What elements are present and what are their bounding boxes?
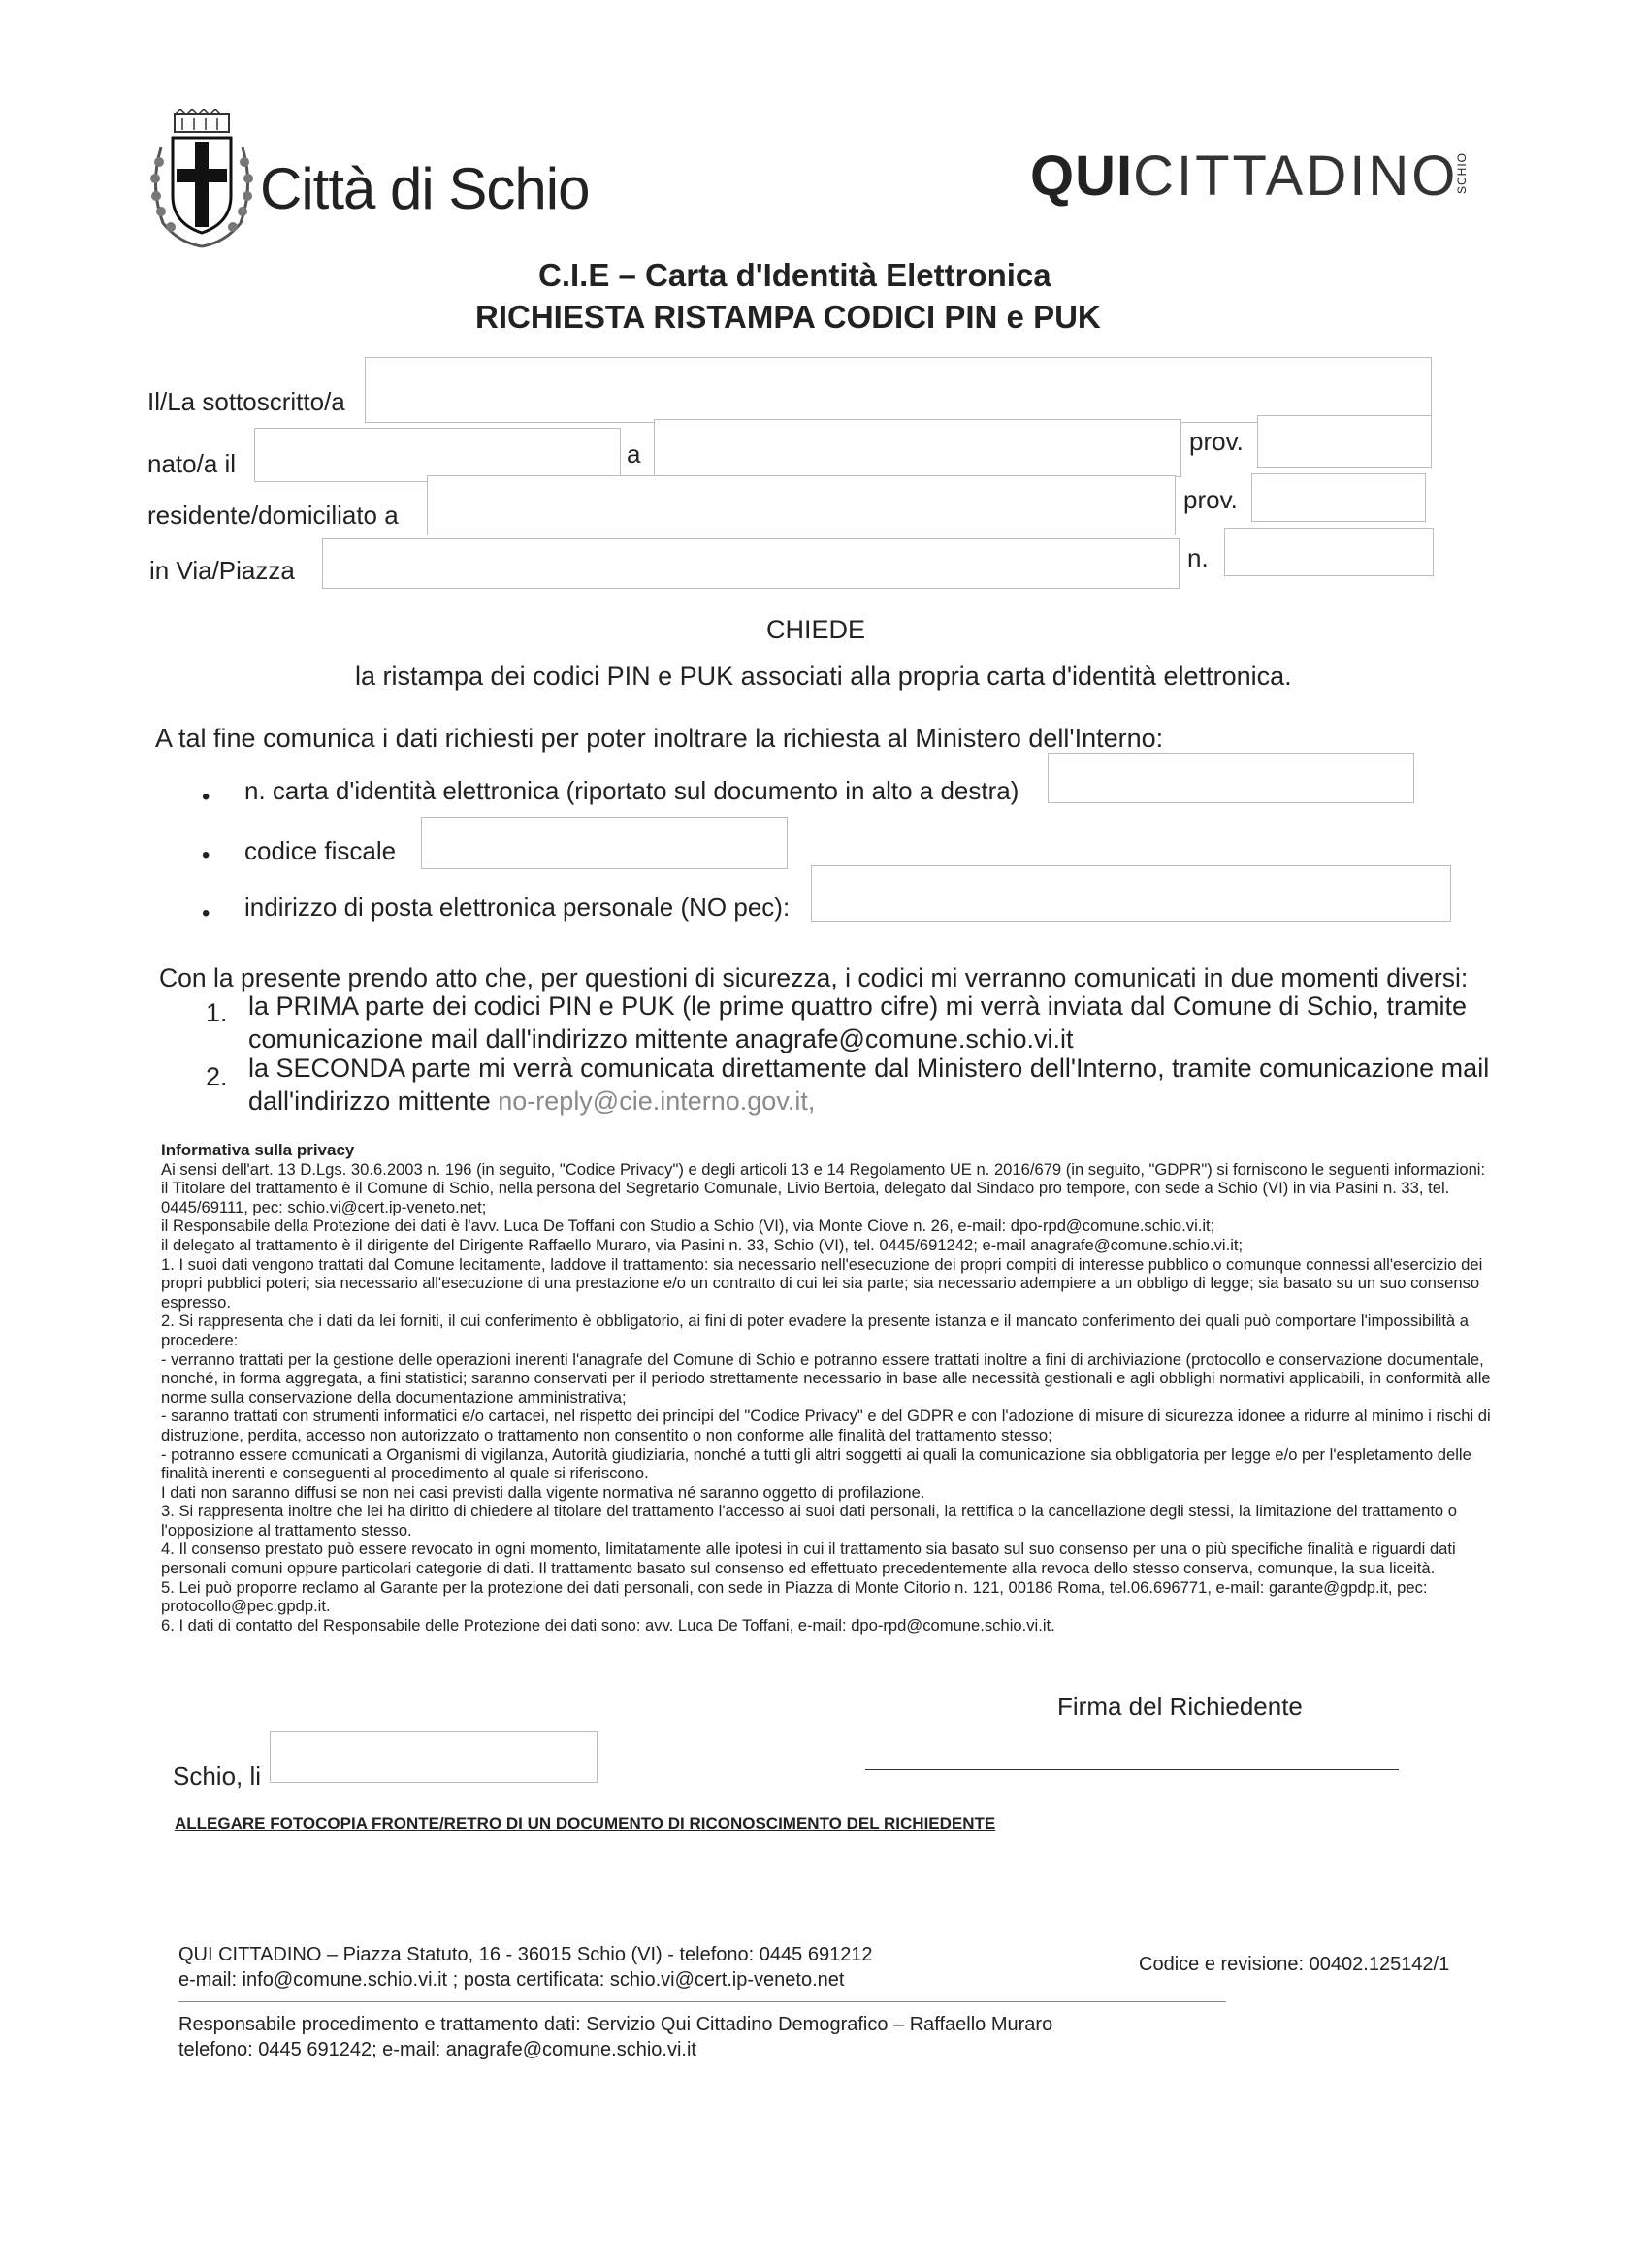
privacy-paragraph: il Titolare del trattamento è il Comune di Schio, nella persona del Segretario Comunale, Livio Bertoia, delegato dal Sindaco pro tempore, con sede a Schio (VI) in via Pasini n. 33, tel. 0445/69111, pec: schio.vi@cert.ip-veneto.net; [161,1179,1450,1216]
privacy-notice [161,1141,1495,1635]
cie-number-input[interactable] [1048,753,1414,803]
privacy-paragraph: il delegato al trattamento è il dirigente del Dirigente Raffaello Muraro, via Pasini n. 33, Schio (VI), tel. 0445/691242; e-mail anagrafe@comune.schio.vi.it; [161,1235,1244,1254]
qui-cittadino-logo [1030,144,1458,221]
privacy-paragraph: il Responsabile della Protezione dei dati è l'avv. Luca De Toffani con Studio a Schio (VI), via Monte Ciove n. 26, e-mail: dpo-rpd@comune.schio.vi.it; [161,1216,1215,1236]
schio-vertical-label: SCHIO [1455,151,1469,194]
footer-divider [178,2001,1226,2002]
bullet-icon: • [202,784,210,810]
codice-fiscale-input[interactable] [421,817,788,869]
footer-telefono: telefono: 0445 691242; e-mail: anagrafe@comune.schio.vi.it [178,2039,696,2060]
notice-item-number: 1. [206,998,228,1027]
notice-item-1: la PRIMA parte dei codici PIN e PUK (le prime quattro cifre) mi verrà inviata dal Comune di Schio, tramite [248,991,1467,1021]
page-subtitle: RICHIESTA RISTAMPA CODICI PIN e PUK [475,299,1101,335]
numero-civico-label: n. [1187,543,1209,572]
bullet-icon: • [202,842,210,868]
footer-contacts: e-mail: info@comune.schio.vi.it ; posta certificata: schio.vi@cert.ip-veneto.net [178,1969,845,1991]
bullet-icon: • [202,900,210,926]
ministry-email: no-reply@cie.interno.gov.it, [498,1086,816,1116]
city-crest [144,109,260,254]
chiede-heading: CHIEDE [766,615,866,644]
privacy-paragraph: 1. I suoi dati vengono trattati dal Comune lecitamente, laddove il trattamento: sia necessario nell'esecuzione dei propri compiti di interesse pubblico o comunque connessi all'esercizio dei propri pubblici poteri; sia necessario all'esecuzione di una prestazione e/o un contratto di cui lei sia parte; sia necessario adempiere a un obbligo di legge; sia basato su un suo consenso espresso. [161,1254,1483,1312]
prov-residenza-input[interactable] [1251,473,1426,522]
cittadino-logo-text: CITTADINO [1133,145,1459,208]
firma-label: Firma del Richiedente [1057,1692,1303,1721]
sottoscritto-label: Il/La sottoscritto/a [147,387,345,416]
sottoscritto-input[interactable] [365,357,1432,423]
privacy-paragraph: - verranno trattati per la gestione delle operazioni inerenti l'anagrafe del Comune di Schio e potranno essere trattati inoltre a fini di archiviazione (protocollo e conservazione documentale, nonché, in forma aggregata, a fini statistici; saranno conservati per il periodo strettamente necessario in base alle necessità gestionali e agli obblighi normativi applicabili, in conformità alle norme sulla conservazione della documentazione amministrativa; [161,1349,1491,1407]
email-label: indirizzo di posta elettronica personale (NO pec): [244,892,791,922]
privacy-paragraph: 2. Si rappresenta che i dati da lei forniti, il cui conferimento è obbligatorio, ai fini di poter evadere la presente istanza e il mancato conferimento dei quali può comportare l'impossibilità a procedere: [161,1312,1469,1349]
qui-logo-text: QUI [1030,145,1134,208]
prov-residenza-label: prov. [1183,485,1238,514]
cie-number-label: n. carta d'identità elettronica (riportato sul documento in alto a destra) [244,776,1019,805]
codice-fiscale-label: codice fiscale [244,836,397,865]
footer-address: QUI CITTADINO – Piazza Statuto, 16 - 36015 Schio (VI) - telefono: 0445 691212 [178,1944,873,1965]
privacy-paragraph: Ai sensi dell'art. 13 D.Lgs. 30.6.2003 n. 196 (in seguito, "Codice Privacy") e degli articoli 13 e 14 Regolamento UE n. 2016/679 (in seguito, "GDPR") si forniscono le seguenti informazioni: [161,1159,1486,1179]
residente-label: residente/domiciliato a [147,501,399,530]
notice-item-number: 2. [206,1062,228,1091]
prov-nascita-input[interactable] [1257,415,1432,468]
notice-item-2-cont [248,1086,815,1117]
schio-date-label: Schio, li [173,1762,262,1791]
via-label: in Via/Piazza [149,556,295,585]
privacy-paragraph: 6. I dati di contatto del Responsabile delle Protezione dei dati sono: avv. Luca De Toffani, e-mail: dpo-rpd@comune.schio.vi.it. [161,1615,1055,1635]
numero-civico-input[interactable] [1224,528,1434,576]
crest-icon [144,109,260,254]
data-nascita-input[interactable] [254,428,621,482]
luogo-nascita-input[interactable] [654,419,1181,477]
notice-item-1-cont: comunicazione mail dall'indirizzo mittente anagrafe@comune.schio.vi.it [248,1024,1074,1053]
request-intro: A tal fine comunica i dati richiesti per poter inoltrare la richiesta al Ministero dell'Interno: [155,724,1164,753]
privacy-paragraph: 3. Si rappresenta inoltre che lei ha diritto di chiedere al titolare del trattamento l'accesso ai suoi dati personali, la rettifica o la cancellazione degli stessi, la limitazione del trattamento o l'opposizione al trattamento stesso. [161,1502,1457,1539]
attachment-notice: ALLEGARE FOTOCOPIA FRONTE/RETRO DI UN DOCUMENTO DI RICONOSCIMENTO DEL RICHIEDENTE [175,1814,996,1832]
nato-label: nato/a il [147,449,237,478]
a-label: a [627,439,641,469]
email-input[interactable] [811,865,1451,922]
city-name: Città di Schio [260,156,590,221]
footer-responsabile: Responsabile procedimento e trattamento dati: Servizio Qui Cittadino Demografico – Raffaello Muraro [178,2014,1053,2035]
request-text: la ristampa dei codici PIN e PUK associati alla propria carta d'identità elettronica. [355,662,1292,691]
privacy-paragraph: - saranno trattati con strumenti informatici e/o cartacei, nel rispetto dei principi del "Codice Privacy" e del GDPR e con l'adozione di misure di sicurezza idonee a ridurre al minimo i rischi di distruzione, perdita, accesso non autorizzato o trattamento non consentito o non conforme alle finalità del trattamento stesso; [161,1407,1491,1444]
privacy-title: Informativa sulla privacy [161,1141,355,1159]
signature-line[interactable] [865,1769,1399,1770]
revision-code: Codice e revisione: 00402.125142/1 [1139,1954,1450,1975]
via-input[interactable] [322,538,1180,589]
notice-item-2-text: dall'indirizzo mittente [248,1086,499,1116]
date-input[interactable] [270,1731,598,1783]
residenza-input[interactable] [427,475,1176,535]
page-title: C.I.E – Carta d'Identità Elettronica [538,257,1051,293]
notice-item-2: la SECONDA parte mi verrà comunicata direttamente dal Ministero dell'Interno, tramite comunicazione mail [248,1053,1490,1083]
prov-label: prov. [1189,427,1244,456]
notice-intro: Con la presente prendo atto che, per questioni di sicurezza, i codici mi verranno comunicati in due momenti diversi: [159,963,1469,992]
privacy-paragraph: 5. Lei può proporre reclamo al Garante per la protezione dei dati personali, con sede in Piazza di Monte Citorio n. 121, 00186 Roma, tel.06.696771, e-mail: garante@gpdp.it, pec: protocollo@pec.gpdp.it. [161,1577,1428,1616]
privacy-paragraph: 4. Il consenso prestato può essere revocato in ogni momento, limitatamente alle ipotesi in cui il trattamento sia basato sul suo consenso per una o più specifiche finalità e riguardi dati personali comuni oppure particolari categorie di dati. Il trattamento basato sul consenso ed effettuato precedentemente alla revoca dello stesso conserva, comunque, la sua liceità. [161,1539,1456,1578]
privacy-paragraph: - potranno essere comunicati a Organismi di vigilanza, Autorità giudiziaria, nonché a tutti gli altri soggetti ai quali la comunicazione sia obbligatoria per legge e/o per l'espletamento delle finalità inerenti e conseguenti al procedimento al quale si riferiscono. [161,1444,1471,1483]
privacy-paragraph: I dati non saranno diffusi se non nei casi previsti dalla vigente normativa né saranno oggetto di profilazione. [161,1482,925,1502]
